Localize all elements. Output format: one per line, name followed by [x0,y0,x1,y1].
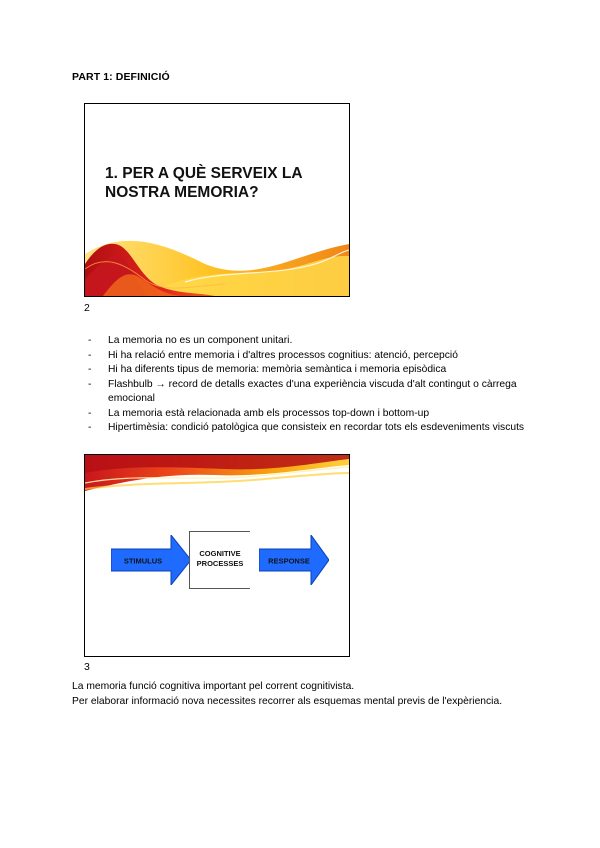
stimulus-arrow [111,535,191,585]
response-arrow [259,535,329,585]
paragraph-line-2: Per elaborar informació nova necessites recorrer als esquemas mental previs de l'expèriencia. [72,695,503,707]
list-item: - Flashbulb → record de detalls exactes d'una experiència viscuda d'alt contingut o càrrega emocional [88,378,517,404]
paragraph-line-1: La memoria funció cognitiva important pel corrent cognitivista. [72,681,355,692]
list-item: - Hi ha diferents tipus de memoria: memòria semàntica i memoria episòdica [88,364,447,375]
list-item: - Hipertimèsia: condició patològica que consisteix en recordar tots els esdeveniments viscuts [88,422,525,433]
process-label-line-1: COGNITIVE [199,549,241,558]
slide-thumbnail-2 [84,454,350,657]
slide-title-line-2: NOSTRA MEMORIA? [105,184,259,201]
slide-number-1: 2 [84,302,90,314]
list-item: - Hi ha relació entre memoria i d'altres processos cognitius: atenció, percepció [88,349,458,361]
process-label-line-2: PROCESSES [196,559,244,568]
decorative-wave [85,104,349,296]
cognitive-processes-box [189,531,250,589]
slide-title-line-1: 1. PER A QUÈ SERVEIX LA [105,165,303,182]
body-paragraph [72,680,542,709]
slide-thumbnail-1 [84,103,350,297]
slide-number-2: 3 [84,661,90,673]
response-label: RESPONSE [268,556,310,566]
list-item: - La memoria no es un component unitari. [88,335,293,346]
stimulus-label: STIMULUS [123,556,163,566]
bullet-list [88,334,538,436]
section-heading: PART 1: DEFINICIÓ [72,71,170,83]
list-item: - La memoria està relacionada amb els processos top-down i bottom-up [88,407,430,419]
